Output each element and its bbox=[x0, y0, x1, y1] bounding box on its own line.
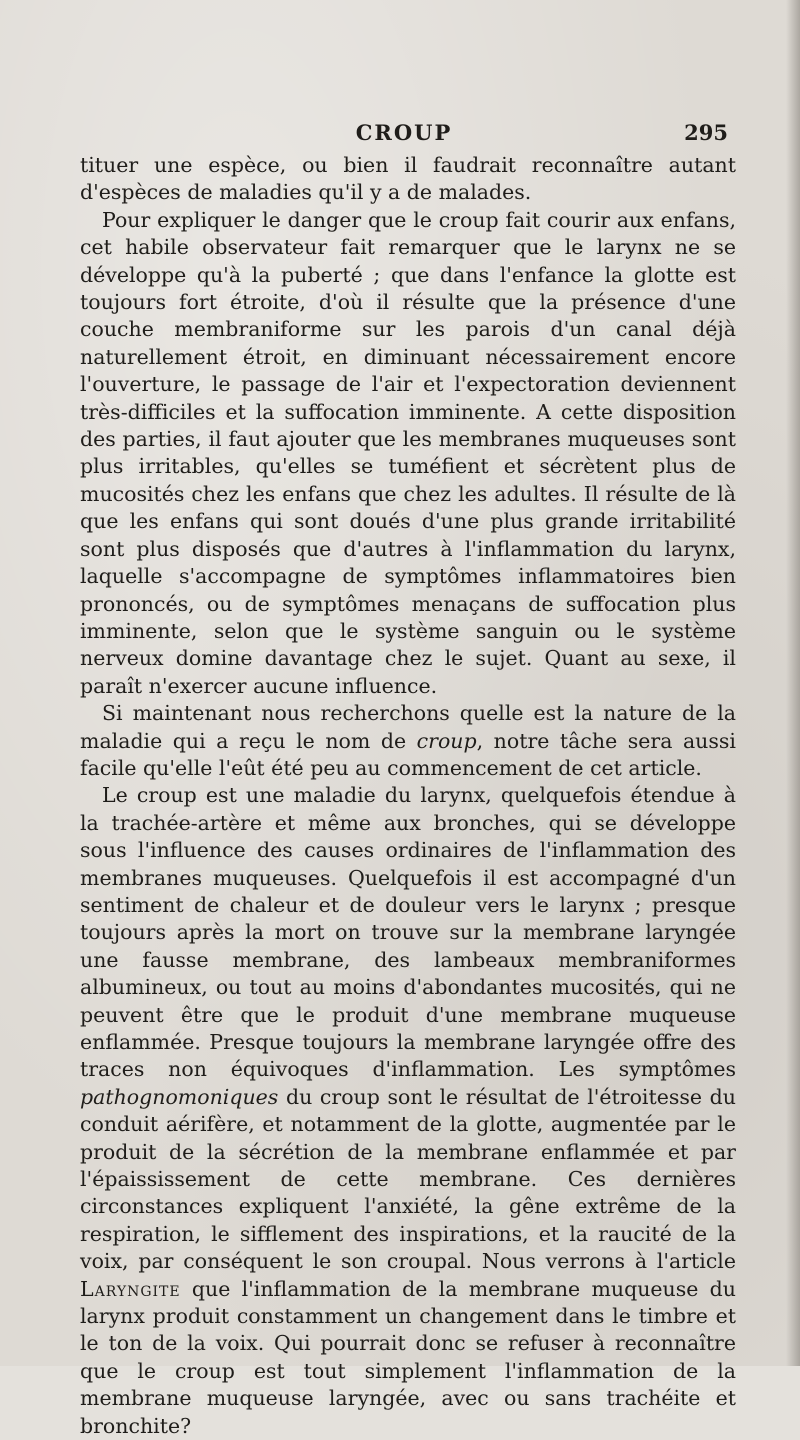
body-text bbox=[80, 152, 736, 1440]
page-header bbox=[80, 120, 728, 154]
paragraph-4-ref-laryngite: Laryngite bbox=[80, 1276, 181, 1301]
page-number: 295 bbox=[684, 120, 728, 145]
paragraph-4 bbox=[80, 782, 736, 1440]
paragraph-4-part1: Le croup est une maladie du larynx, quelquefois étendue à la trachée-artère et même aux bronches, qui se développe sous l'influence des causes ordinaires de l'inflammation des membranes muqueuses. Quelquefois il est accompagné d'un sentiment de chaleur et de douleur vers le larynx ; presque toujours après la mort on trouve sur la membrane laryngée une fausse membrane, des lambeaux membraniformes albumineux, ou tout au moins d'abondantes mucosités, qui ne peuvent être que le produit d'une membrane muqueuse enflammée. Presque toujours la membrane laryngée offre des traces non équivoques d'inflammation. Les symptômes bbox=[80, 783, 736, 1082]
page-edge-shadow bbox=[786, 0, 800, 1366]
paragraph-4-part3: que l'inflammation de la membrane muqueuse du larynx produit constamment un changement dans le timbre et le ton de la voix. Qui pourrait donc se refuser à reconnaître que le croup est tout simplement l'inflammation de la membrane muqueuse laryngée, avec ou sans trachéite et bronchite? bbox=[80, 1276, 736, 1438]
paragraph-1-text: tituer une espèce, ou bien il faudrait reconnaître autant d'espèces de maladies qu'il y a de malades. bbox=[80, 153, 736, 205]
paragraph-3 bbox=[80, 700, 736, 782]
paragraph-2-text: Pour expliquer le danger que le croup fait courir aux enfans, cet habile observateur fait remarquer que le larynx ne se développe qu'à la puberté ; que dans l'enfance la glotte est toujours fort étroite, d'où il résulte que la présence d'une couche membraniforme sur les parois d'un canal déjà naturellement étroit, en diminuant nécessairement encore l'ouverture, le passage de l'air et l'expectoration deviennent très-difficiles et la suffocation imminente. A cette disposition des parties, il faut ajouter que les membranes muqueuses sont plus irritables, qu'elles se tuméfient et sécrètent plus de mucosités chez les enfans que chez les adultes. Il résulte de là que les enfans qui sont doués d'une plus grande irritabilité sont plus disposés que d'autres à l'inflammation du larynx, laquelle s'accompagne de symptômes inflammatoires bien prononcés, ou de symptômes menaçans de suffocation plus imminente, selon que le système sanguin ou le système nerveux domine davantage chez le sujet. Quant au sexe, il paraît n'exercer aucune influence. bbox=[80, 207, 736, 698]
paragraph-4-part2: du croup sont le résultat de l'étroitesse du conduit aérifère, et notamment de la glotte, augmentée par le produit de la sécrétion de la membrane enflammée et par l'épaississement de cette membrane. Ces dernières circonstances expliquent l'anxiété, la gêne extrême de la respiration, le sifflement des inspirations, et la raucité de la voix, par conséquent le son croupal. Nous verrons à l'article bbox=[80, 1084, 736, 1274]
running-title: CROUP bbox=[355, 120, 453, 145]
paragraph-3-before: Si maintenant nous recherchons quelle est la nature de la maladie qui a reçu le nom de bbox=[80, 701, 736, 753]
paragraph-3-after: , notre tâche sera aussi facile qu'elle l'eût été peu au commencement de cet article. bbox=[80, 728, 736, 780]
paragraph-4-term-pathognomoniques: pathognomoniques bbox=[80, 1084, 279, 1109]
paragraph-3-term-croup: croup bbox=[416, 728, 477, 753]
paragraph-1 bbox=[80, 152, 736, 207]
paragraph-2 bbox=[80, 207, 736, 700]
